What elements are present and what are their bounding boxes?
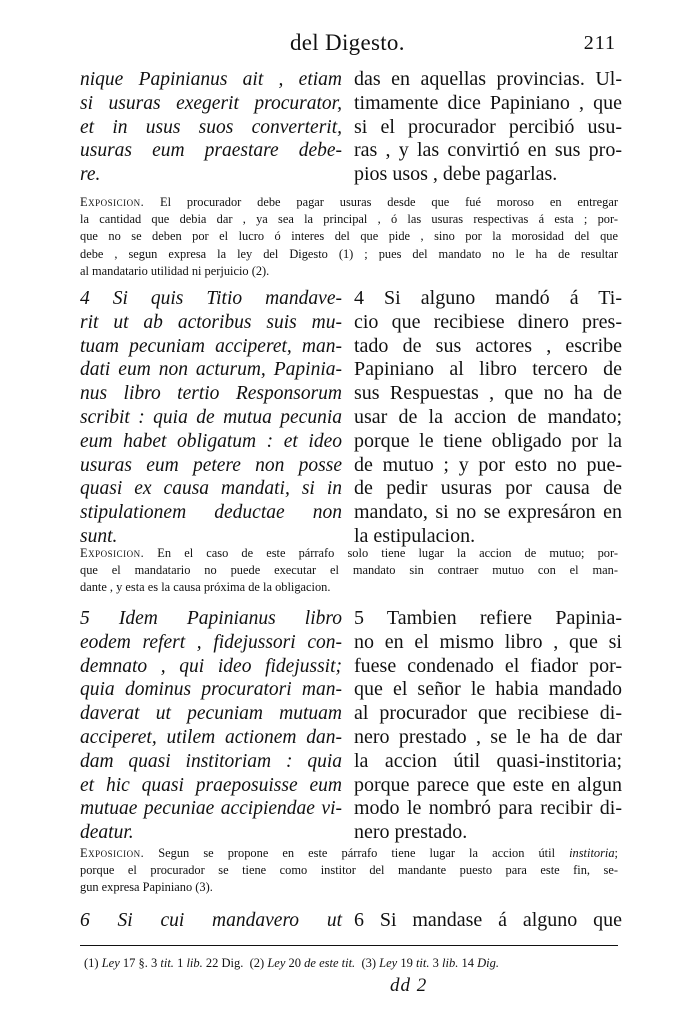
exposicion-text: porque el procurador se tiene como institor del mandante puesto para este fin, se- [80,863,618,878]
latin-line: quasi ex causa mandati, si in [80,478,342,500]
latin-line: acciperet, utilem actionem dan- [80,726,342,748]
exposicion-text: Segun se propone en este párrafo tiene lugar la accion útil [144,846,570,860]
latin-line: rit ut ab actoribus suis mu- [80,311,342,333]
latin-line: 6 Si cui mandavero ut [80,910,342,931]
footnote-marker: (2) [249,956,265,970]
spanish-line: cio que recibiese dinero pres- [354,310,622,333]
exposicion-text: gun expresa Papiniano (3). [80,880,213,895]
running-title: del Digesto. [290,30,405,55]
latin-line: mutuae pecuniae accipiendae vi- [80,798,342,820]
spanish-line: Papiniano al libro tercero de [354,358,622,381]
exposicion-text: debe , segun expresa la ley del Digesto (1) ; pues del mandato no le ha de resultar [80,246,618,261]
spanish-line: la accion útil quasi-institoria; [354,749,622,772]
spanish-column-4 [354,909,622,933]
spanish-column-2 [354,287,622,549]
footnote-text: lib. [186,956,203,970]
footnote-text: 17 §. 3 [122,956,158,970]
exposicion-text: ; [614,846,618,860]
footnote-text: 20 [288,956,302,970]
spanish-line: porque parece que este en algun [354,773,622,796]
footnote-text: 19 [400,956,413,970]
exposicion-text: la cantidad que debia dar , ya sea la principal , ó las usuras respectivas á esta ; por- [80,212,618,227]
exposicion-text: El procurador debe pagar usuras desde que fué moroso en entregar [144,195,618,209]
latin-line: re. [80,164,101,186]
latin-line: 4 Si quis Titio mandave- [80,288,342,309]
spanish-line: timamente dice Papiniano , que [354,91,622,114]
latin-line: tuam pecuniam acciperet, man- [80,335,342,357]
exposicion-note-2 [80,545,618,597]
spanish-line: la estipulacion. [354,524,476,547]
footnote-text: tit. [160,956,174,970]
spanish-line: no en el mismo libro , que si [354,630,622,653]
latin-line: usuras eum petere non posse [80,454,342,476]
spanish-line: si el procurador percibió usu- [354,115,622,138]
spanish-line: ras , y las convirtió en sus pro- [354,139,622,162]
spanish-line: de mutuo ; y por esto no pue- [354,453,622,476]
latin-line: sunt. [80,525,118,547]
spanish-line: mandato, si no se expresáron en [354,501,622,524]
exposicion-note-1 [80,194,618,280]
footnote-text: 3 [432,956,439,970]
latin-line: demnato , qui ideo fidejussit; [80,655,342,677]
latin-line: dati eum non acturum, Papinia- [80,359,342,381]
exposicion-text: al mandatario utilidad ni perjuicio (2). [80,263,270,278]
spanish-line: de pedir usuras por causa de [354,477,622,500]
latin-column-4 [80,909,342,933]
spanish-line: al procurador que recibiese di- [354,702,622,725]
exposicion-label: Exposicion. [80,546,145,560]
latin-line: usuras eum praestare debe- [80,140,342,162]
latin-line: eodem refert , fidejussori con- [80,631,342,653]
spanish-line: pios usos , debe pagarlas. [354,163,558,186]
latin-column-1 [80,68,342,187]
footnotes [84,956,618,971]
latin-line: et in usus suos converterit, [80,116,342,138]
latin-line: eum habet obligatum : et ideo [80,430,342,452]
spanish-line: que el señor le habia mandado [354,678,622,701]
latin-line: quia dominus procuratori man- [80,679,342,701]
signature-mark: dd 2 [390,975,428,996]
footnote-marker: (3) [361,956,377,970]
spanish-line: sus Respuestas , que no ha de [354,382,622,405]
footnote-marker: (1) [84,956,99,970]
exposicion-text: En el caso de este párrafo solo tiene lugar la accion de mutuo; por- [144,546,618,560]
exposicion-label: Exposicion. [80,846,145,860]
spanish-line: usar de la accion de mandato; [354,405,622,428]
latin-line: et hic quasi praeposuisse eum [80,774,342,796]
spanish-column-1 [354,68,622,187]
latin-line: daverat ut pecuniam mutuam [80,703,342,725]
spanish-line: 4 Si alguno mandó á Ti- [354,287,622,309]
running-head [0,30,682,58]
footnote-rule [80,945,618,946]
latin-line: deatur. [80,822,134,844]
spanish-line: nero prestado , se le ha de dar [354,725,622,748]
spanish-line: das en aquellas provincias. Ul- [354,68,622,90]
latin-line: dam quasi institoriam : quia [80,750,342,772]
spanish-line: modo le nombró para recibir di- [354,797,622,820]
exposicion-text: que no se deben por el lucro ó interes del que pide , sino por la morosidad del que [80,229,618,244]
latin-column-3 [80,607,342,845]
latin-line: nique Papinianus ait , etiam [80,69,342,90]
exposicion-label: Exposicion. [80,195,145,209]
latin-line: scribit : quia de mutua pecunia [80,406,342,428]
latin-line: 5 Idem Papinianus libro [80,608,342,629]
spanish-line: 6 Si mandase á alguno que [354,909,622,931]
exposicion-note-3 [80,845,618,897]
spanish-line: porque le tiene obligado por la [354,429,622,452]
footnote-text: 14 [461,956,474,970]
spanish-column-3 [354,607,622,845]
footnote-text: Ley [379,956,398,970]
footnote-text: 22 Dig. [205,956,244,970]
footnote-text: Ley [267,956,286,970]
latin-line: stipulationem deductae non [80,502,342,524]
footnote-text: 1 [177,956,184,970]
latin-line: si usuras exegerit procurator, [80,92,342,114]
exposicion-text: dante , y esta es la causa próxima de la obligacion. [80,580,331,595]
latin-column-2 [80,287,342,549]
spanish-line: fuese condenado el fiador por- [354,654,622,677]
latin-line: nus libro tertio Responsorum [80,383,342,405]
footnote-text: de este tit. [304,956,356,970]
footnote-text: lib. [442,956,459,970]
exposicion-text: que el mandatario no puede executar el mandato sin contraer mutuo con el man- [80,563,618,578]
footnote-text: Dig. [477,956,499,970]
footnote-text: Ley [101,956,120,970]
spanish-line: 5 Tambien refiere Papinia- [354,607,622,629]
spanish-line: nero prestado. [354,821,468,844]
spanish-line: tado de sus actores , escribe [354,334,622,357]
exposicion-italic-term: institoria [569,846,615,860]
footnote-text: tit. [415,956,430,970]
page-number: 211 [583,32,616,54]
